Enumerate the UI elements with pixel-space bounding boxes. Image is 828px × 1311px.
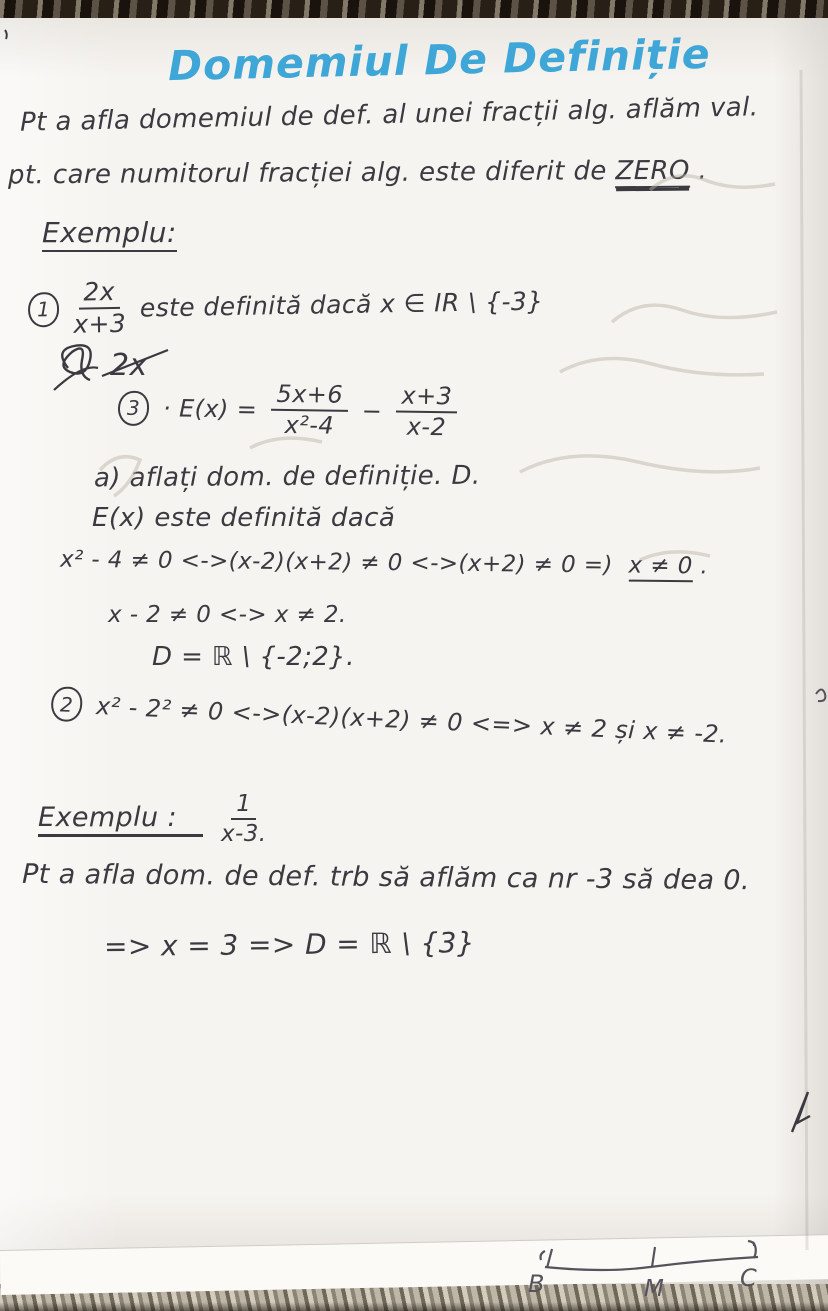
paper-sheet [0, 18, 828, 1284]
item-2-number: 2 [50, 686, 83, 722]
example-1-fraction [73, 276, 127, 339]
example-2-fraction [221, 792, 266, 846]
examples-heading: Exemplu: [42, 216, 177, 252]
example-1-text: este definită dacă x ∈ IR \ {-3} [139, 286, 544, 323]
fraction-numerator: x+3 [396, 384, 457, 414]
example-2-result: => x = 3 => D = ℝ \ {3} [103, 926, 476, 963]
item-2-text: x² - 2² ≠ 0 <->(x-2)(x+2) ≠ 0 <=> x ≠ 2 și x ≠ -2. [95, 691, 728, 749]
work-line-2: x - 2 ≠ 0 <-> x ≠ 2. [108, 602, 347, 628]
work-line-1-period: . [700, 553, 709, 580]
fraction-denominator: x-3. [220, 821, 267, 848]
example-1 [28, 272, 544, 339]
fraction-denominator: x-2 [406, 412, 447, 442]
work-line-3: D = ℝ \ {-2;2}. [152, 642, 355, 672]
intro-line-2-start: pt. care numitorul fracției alg. este diferit de [7, 156, 607, 191]
page-title: Domemiul De Definiție [167, 29, 712, 91]
work-line-1-result: x ≠ 0 [628, 553, 692, 583]
zero-word-underlined: ZERO [615, 155, 690, 187]
crossed-out-text: 2x [110, 348, 148, 383]
example-3-fraction-1 [271, 379, 348, 440]
fraction-denominator: x²-4 [284, 411, 335, 440]
segment-label-mid: M [644, 1276, 664, 1302]
part-a-line: a) aflați dom. de definiție. D. [93, 460, 481, 494]
segment-label-left: B [528, 1270, 545, 1298]
work-line-1-main: x² - 4 ≠ 0 <->(x-2)(x+2) ≠ 0 <->(x+2) ≠ 0 =) [59, 546, 613, 579]
example-1-number: 1 [28, 292, 60, 328]
example-2-explanation: Pt a afla dom. de def. trb să aflăm ca nr -3 să dea 0. [21, 858, 751, 897]
segment-label-right: C [740, 1264, 757, 1292]
example-3-number: 3 [118, 390, 149, 425]
intro-line-1: Pt a afla domemiul de def. al unei fracții alg. aflăm val. [19, 92, 759, 138]
intro-line-2-end: . [698, 155, 708, 186]
example-2-heading: Exemplu : [38, 802, 203, 837]
example-3-lead: · E(x) = [162, 394, 258, 424]
fraction-numerator: 1 [231, 792, 256, 820]
intro-line-2 [8, 156, 707, 193]
condition-intro: E(x) este definită dacă [92, 503, 396, 533]
example-2 [38, 792, 266, 846]
fraction-numerator: 5x+6 [271, 382, 348, 412]
fraction-numerator: 2x [78, 279, 120, 310]
example-3 [118, 380, 458, 441]
fraction-denominator: x+3 [73, 309, 127, 339]
minus-operator: − [361, 397, 383, 426]
example-3-fraction-2 [396, 381, 458, 442]
